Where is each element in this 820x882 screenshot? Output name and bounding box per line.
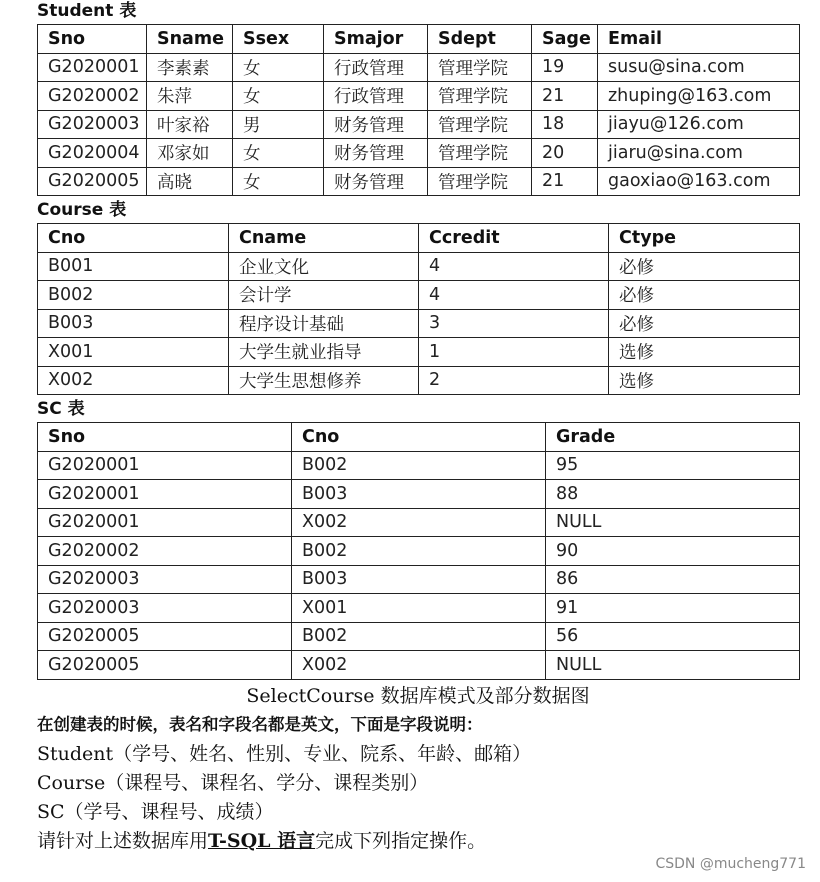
column-header: Smajor [324, 25, 428, 54]
instruction-before: 请针对上述数据库用 [37, 829, 209, 852]
table-cell: 企业文化 [229, 252, 419, 281]
table-row [38, 110, 800, 139]
table-cell: 大学生就业指导 [229, 338, 419, 367]
table-cell: G2020003 [38, 110, 147, 139]
table-cell: 4 [419, 281, 609, 310]
table-cell: B003 [38, 309, 229, 338]
table-cell: zhuping@163.com [598, 82, 800, 111]
table-row [38, 366, 800, 395]
table-cell: 86 [546, 565, 800, 594]
column-header: Sage [532, 25, 598, 54]
table-cell: 财务管理 [324, 139, 428, 168]
watermark: CSDN @mucheng771 [655, 856, 806, 872]
table-cell: 女 [233, 82, 324, 111]
table-cell: G2020002 [38, 537, 292, 566]
table-cell: 财务管理 [324, 110, 428, 139]
table-cell: G2020005 [38, 622, 292, 651]
table-cell: 必修 [609, 309, 800, 338]
table-cell: X001 [38, 338, 229, 367]
table-header-row [38, 423, 800, 452]
table-row [38, 537, 800, 566]
table-cell: B001 [38, 252, 229, 281]
table-cell: NULL [546, 508, 800, 537]
table-cell: 18 [532, 110, 598, 139]
column-header: Ccredit [419, 224, 609, 253]
field-note: 在创建表的时候，表名和字段名都是英文，下面是字段说明： [37, 714, 483, 734]
table-cell: 3 [419, 309, 609, 338]
table-cell: 必修 [609, 281, 800, 310]
table-cell: 管理学院 [428, 167, 532, 196]
table-cell: G2020001 [38, 451, 292, 480]
table-row [38, 651, 800, 680]
table-cell: 2 [419, 366, 609, 395]
course-table [37, 223, 800, 395]
table-cell: 高晓 [147, 167, 233, 196]
table-cell: G2020001 [38, 508, 292, 537]
column-header: Email [598, 25, 800, 54]
table-cell: 行政管理 [324, 82, 428, 111]
table-cell: 女 [233, 139, 324, 168]
table-cell: 90 [546, 537, 800, 566]
column-header: Cno [38, 224, 229, 253]
instruction-after: 完成下列指定操作。 [315, 829, 487, 852]
table-cell: 4 [419, 252, 609, 281]
table-cell: B002 [38, 281, 229, 310]
instruction-line [37, 826, 799, 855]
table-cell: G2020001 [38, 53, 147, 82]
column-header: Cno [292, 423, 546, 452]
sc-description: SC（学号、课程号、成绩） [37, 800, 274, 823]
column-header: Grade [546, 423, 800, 452]
table-cell: 选修 [609, 338, 800, 367]
table-cell: 李素素 [147, 53, 233, 82]
table-cell: 95 [546, 451, 800, 480]
table-cell: 88 [546, 480, 800, 509]
table-cell: 叶家裕 [147, 110, 233, 139]
table-cell: 邓家如 [147, 139, 233, 168]
table-cell: 管理学院 [428, 139, 532, 168]
table-cell: gaoxiao@163.com [598, 167, 800, 196]
table-cell: B002 [292, 622, 546, 651]
table-cell: 管理学院 [428, 110, 532, 139]
table-cell: 21 [532, 167, 598, 196]
column-header: Sdept [428, 25, 532, 54]
table-cell: G2020004 [38, 139, 147, 168]
table-cell: 21 [532, 82, 598, 111]
table-row [38, 53, 800, 82]
table-cell: 选修 [609, 366, 800, 395]
document [37, 0, 799, 855]
table-cell: G2020001 [38, 480, 292, 509]
table-cell: B003 [292, 480, 546, 509]
course-table-caption: Course 表 [37, 200, 127, 220]
table-row [38, 167, 800, 196]
student-table [37, 24, 800, 196]
student-table-caption: Student 表 [37, 1, 137, 21]
table-cell: G2020005 [38, 651, 292, 680]
table-cell: G2020002 [38, 82, 147, 111]
table-header-row [38, 224, 800, 253]
table-cell: 1 [419, 338, 609, 367]
table-row [38, 565, 800, 594]
table-cell: 大学生思想修养 [229, 366, 419, 395]
course-description: Course（课程号、课程名、学分、课程类别） [37, 771, 429, 794]
table-cell: 女 [233, 167, 324, 196]
student-description: Student（学号、姓名、性别、专业、院系、年龄、邮箱） [37, 742, 532, 765]
table-cell: 管理学院 [428, 82, 532, 111]
sc-table-caption: SC 表 [37, 399, 85, 419]
table-row [38, 281, 800, 310]
table-cell: 19 [532, 53, 598, 82]
table-cell: G2020003 [38, 565, 292, 594]
table-cell: X002 [292, 651, 546, 680]
table-cell: X002 [38, 366, 229, 395]
table-cell: 朱萍 [147, 82, 233, 111]
table-row [38, 309, 800, 338]
table-row [38, 508, 800, 537]
column-header: Ssex [233, 25, 324, 54]
table-cell: X002 [292, 508, 546, 537]
table-row [38, 82, 800, 111]
table-cell: jiayu@126.com [598, 110, 800, 139]
table-row [38, 451, 800, 480]
table-cell: 56 [546, 622, 800, 651]
column-header: Sno [38, 25, 147, 54]
table-cell: 管理学院 [428, 53, 532, 82]
table-row [38, 480, 800, 509]
column-header: Sno [38, 423, 292, 452]
table-cell: 会计学 [229, 281, 419, 310]
table-cell: 91 [546, 594, 800, 623]
instruction-emphasis: T-SQL 语言 [208, 829, 316, 852]
table-header-row [38, 25, 800, 54]
table-cell: G2020003 [38, 594, 292, 623]
table-cell: 男 [233, 110, 324, 139]
table-row [38, 338, 800, 367]
table-row [38, 622, 800, 651]
table-cell: 程序设计基础 [229, 309, 419, 338]
table-row [38, 252, 800, 281]
figure-title: SelectCourse 数据库模式及部分数据图 [246, 684, 590, 707]
table-cell: B002 [292, 537, 546, 566]
table-cell: 20 [532, 139, 598, 168]
table-cell: susu@sina.com [598, 53, 800, 82]
table-cell: B003 [292, 565, 546, 594]
table-cell: G2020005 [38, 167, 147, 196]
table-cell: 行政管理 [324, 53, 428, 82]
table-cell: 必修 [609, 252, 800, 281]
sc-table [37, 422, 800, 680]
column-header: Cname [229, 224, 419, 253]
column-header: Sname [147, 25, 233, 54]
table-cell: jiaru@sina.com [598, 139, 800, 168]
table-cell: B002 [292, 451, 546, 480]
column-header: Ctype [609, 224, 800, 253]
table-cell: X001 [292, 594, 546, 623]
table-cell: NULL [546, 651, 800, 680]
table-cell: 女 [233, 53, 324, 82]
table-cell: 财务管理 [324, 167, 428, 196]
table-row [38, 139, 800, 168]
table-row [38, 594, 800, 623]
